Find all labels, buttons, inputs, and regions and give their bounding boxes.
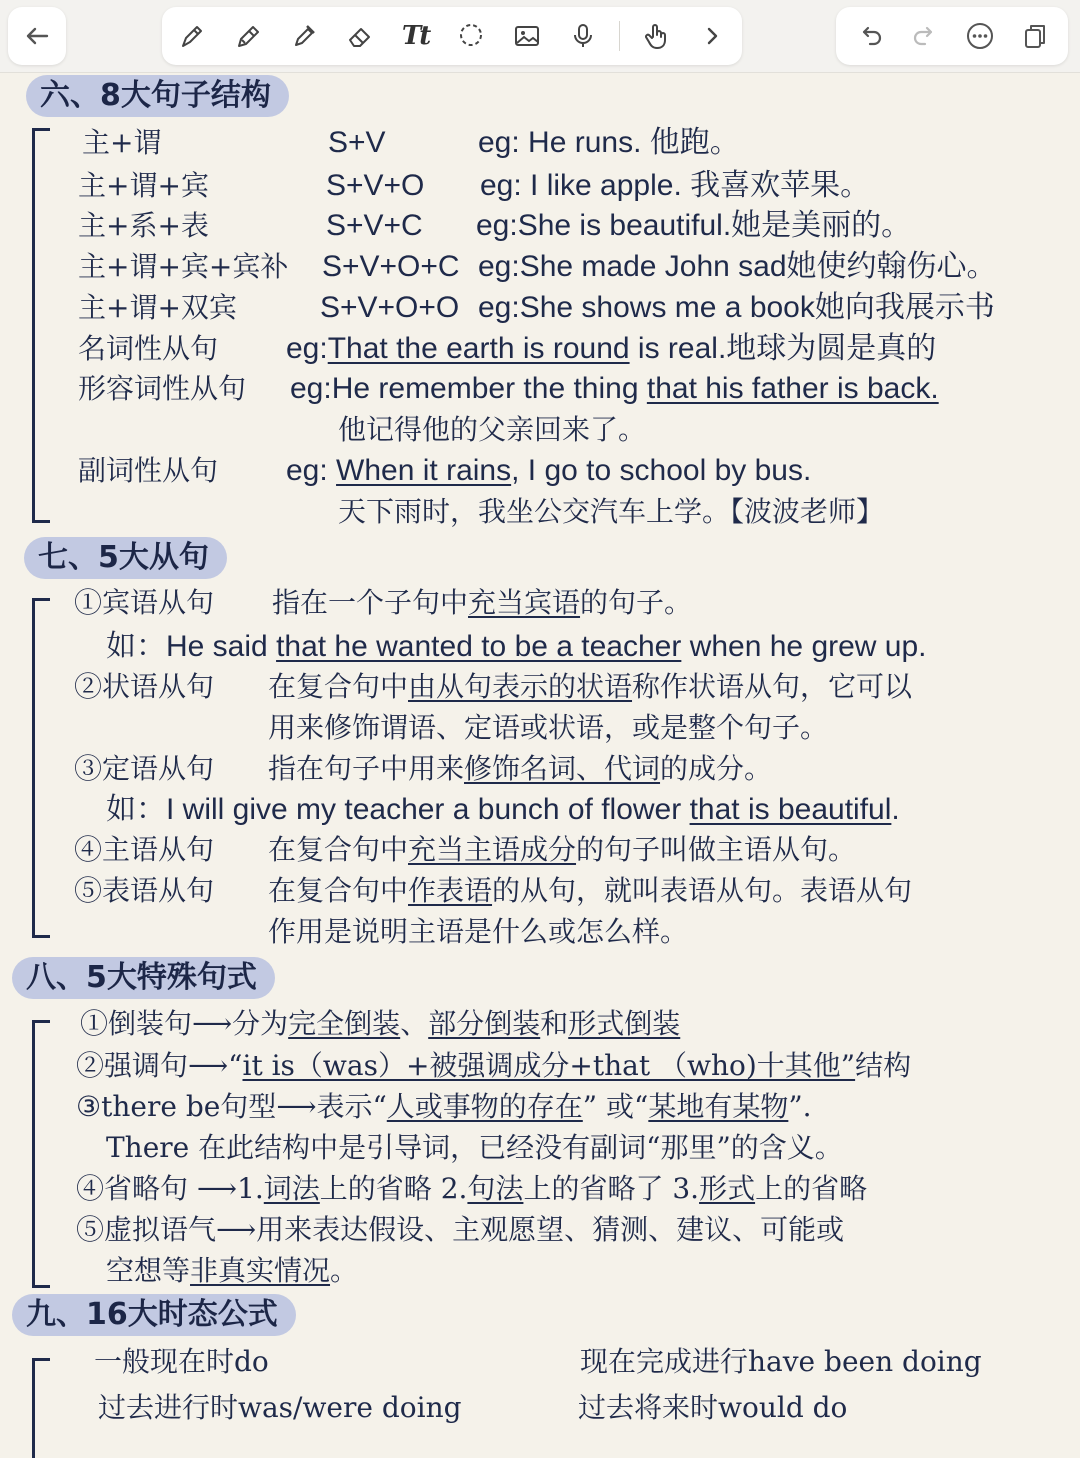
- tense-past-continuous: 过去进行时was/were doing: [98, 1391, 462, 1424]
- eraser-tool-button[interactable]: [340, 16, 380, 56]
- subject-clause-label: ④主语从句: [74, 833, 215, 866]
- lasso-icon: [456, 21, 486, 51]
- structure-1-example: eg: He runs. 他跑。: [478, 126, 740, 159]
- structure-4-label: 主+谓+宾+宾补: [78, 250, 289, 283]
- highlighter-icon: [289, 21, 319, 51]
- there-be-note: There 在此结构中是引导词，已经没有副词“那里”的含义。: [106, 1131, 843, 1164]
- pages-button[interactable]: [1015, 16, 1055, 56]
- structure-3-example: eg:She is beautiful.她是美丽的。: [476, 209, 912, 242]
- structure-3-label: 主+系+表: [78, 209, 209, 242]
- back-arrow-icon: [22, 21, 52, 51]
- highlighter-tool-button[interactable]: [284, 16, 324, 56]
- structure-1-label: 主+谓: [82, 126, 162, 159]
- adverbial-clause-definition-2: 用来修饰谓语、定语或状语，或是整个句子。: [268, 711, 829, 744]
- attributive-clause-label: ③定语从句: [74, 752, 215, 785]
- object-clause-label: ①宾语从句: [74, 586, 215, 619]
- tense-simple-present: 一般现在时do: [94, 1345, 269, 1378]
- structure-5-label: 主+谓+双宾: [78, 291, 237, 324]
- redo-icon: [910, 21, 940, 51]
- subjunctive-row: ⑤虚拟语气⟶用来表达假设、主观愿望、猜测、建议、可能或: [76, 1213, 845, 1246]
- predicative-clause-label: ⑤表语从句: [74, 874, 215, 907]
- more-icon: [965, 21, 995, 51]
- structure-2-label: 主+谓+宾: [78, 169, 209, 202]
- structure-4-example: eg:She made John sad她使约翰伤心。: [478, 250, 997, 283]
- lasso-tool-button[interactable]: [451, 16, 491, 56]
- more-tools-button[interactable]: [692, 16, 732, 56]
- document-actions: [836, 7, 1068, 65]
- structure-2-example: eg: I like apple. 我喜欢苹果。: [480, 169, 871, 202]
- adverb-clause-example: eg: When it rains, I go to school by bus.: [286, 454, 812, 487]
- attributive-clause-example: 如：I will give my teacher a bunch of flower that is beautiful.: [106, 793, 900, 826]
- predicative-clause-definition-2: 作用是说明主语是什么或怎么样。: [268, 915, 689, 948]
- there-be-row: ③there be句型⟶表示“人或事物的存在” 或“某地有某物”.: [76, 1090, 812, 1123]
- text-tool-icon: Tt: [401, 21, 430, 51]
- image-icon: [512, 21, 542, 51]
- redo-button[interactable]: [905, 16, 945, 56]
- adjective-clause-label: 形容词性从句: [78, 372, 247, 405]
- structure-5-example: eg:She shows me a book她向我展示书: [478, 291, 995, 324]
- microphone-icon: [568, 21, 598, 51]
- toolbar-divider: [619, 21, 620, 51]
- section-8-heading: 八、5大特殊句式: [12, 957, 275, 999]
- section-6-bracket: [32, 128, 50, 523]
- inversion-row: ①倒装句⟶分为完全倒装、部分倒装和形式倒装: [80, 1007, 681, 1040]
- adverbial-clause-label: ②状语从句: [74, 670, 215, 703]
- adverb-clause-translation: 天下雨时，我坐公交汽车上学。【波波老师】: [338, 495, 885, 528]
- ellipsis-row: ④省略句 ⟶1.词法上的省略 2.句法上的省略了 3.形式上的省略: [76, 1172, 868, 1205]
- adjective-clause-translation: 他记得他的父亲回来了。: [338, 413, 647, 446]
- object-clause-definition: 指在一个子句中充当宾语的句子。: [272, 586, 693, 619]
- touch-icon: [641, 21, 671, 51]
- section-9-bracket: [32, 1358, 50, 1458]
- section-8-bracket: [32, 1020, 50, 1288]
- emphasis-row: ②强调句⟶“it is（was）+被强调成分+that （who)十其他”结构: [76, 1049, 912, 1082]
- tense-past-future: 过去将来时would do: [578, 1391, 848, 1424]
- structure-4-code: S+V+O+C: [322, 250, 460, 283]
- undo-icon: [855, 21, 885, 51]
- noun-clause-label: 名词性从句: [78, 332, 219, 365]
- pencil-icon: [233, 21, 263, 51]
- predicative-clause-definition: 在复合句中作表语的从句，就叫表语从句。表语从句: [268, 874, 913, 907]
- touch-tool-button[interactable]: [636, 16, 676, 56]
- attributive-clause-definition: 指在句子中用来修饰名词、代词的成分。: [268, 752, 773, 785]
- back-button[interactable]: [8, 7, 66, 65]
- structure-3-code: S+V+C: [326, 209, 423, 242]
- text-tool-button[interactable]: [396, 16, 436, 56]
- eraser-icon: [345, 21, 375, 51]
- noun-clause-example: eg:That the earth is round is real.地球为圆是真的: [286, 332, 937, 365]
- pen-tool-button[interactable]: [172, 16, 212, 56]
- adverb-clause-label: 副词性从句: [78, 454, 219, 487]
- chevron-right-icon: [697, 21, 727, 51]
- object-clause-example: 如：He said that he wanted to be a teacher when he grew up.: [106, 630, 927, 663]
- image-tool-button[interactable]: [507, 16, 547, 56]
- pencil-tool-button[interactable]: [228, 16, 268, 56]
- adverbial-clause-definition: 在复合句中由从句表示的状语称作状语从句，它可以: [268, 670, 913, 703]
- tense-present-perfect-continuous: 现在完成进行have been doing: [580, 1345, 982, 1378]
- subjunctive-row-2: 空想等非真实情况。: [106, 1254, 359, 1287]
- subject-clause-definition: 在复合句中充当主语成分的句子叫做主语从句。: [268, 833, 857, 866]
- structure-2-code: S+V+O: [326, 169, 425, 202]
- pen-icon: [177, 21, 207, 51]
- more-button[interactable]: [960, 16, 1000, 56]
- section-7-bracket: [32, 598, 50, 938]
- section-7-heading: 七、5大从句: [24, 537, 227, 579]
- undo-button[interactable]: [850, 16, 890, 56]
- section-9-heading: 九、16大时态公式: [12, 1294, 296, 1336]
- microphone-tool-button[interactable]: [563, 16, 603, 56]
- structure-5-code: S+V+O+O: [320, 291, 460, 324]
- top-toolbar: [0, 0, 1080, 73]
- section-6-heading: 六、8大句子结构: [26, 75, 289, 117]
- adjective-clause-example: eg:He remember the thing that his father is back.: [290, 372, 939, 405]
- structure-1-code: S+V: [328, 126, 386, 159]
- pages-icon: [1020, 21, 1050, 51]
- drawing-tools: [162, 7, 742, 65]
